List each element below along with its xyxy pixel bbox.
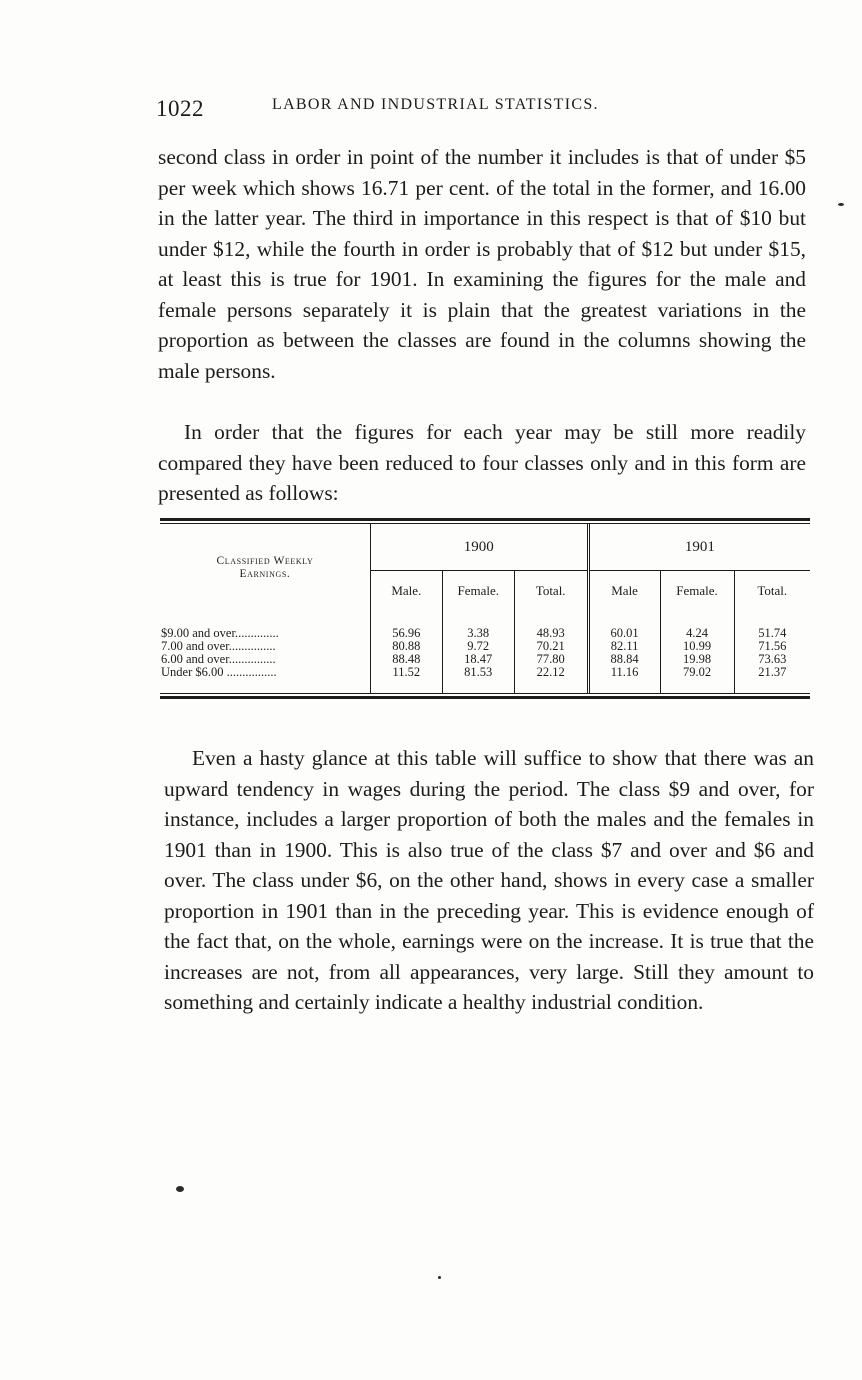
table-row <box>160 666 810 679</box>
cell-value: 70.21 <box>514 640 588 653</box>
page-number: 1022 <box>156 96 204 121</box>
page-header <box>156 92 806 128</box>
col-1901-total: Total. <box>734 571 810 612</box>
cell-value: 19.98 <box>660 653 734 666</box>
ink-speck <box>438 1276 441 1279</box>
cell-value: 11.52 <box>370 666 442 679</box>
cell-value: 11.16 <box>588 666 660 679</box>
cell-value: 3.38 <box>442 627 514 640</box>
col-1900-female: Female. <box>442 571 514 612</box>
paragraph-conclusion: Even a hasty glance at this table will suffice to show that there was an upward tendency in wages during the period. The class $9 and over, for instance, includes a larger proportion of both the males and the females in 1901 than in 1900. This is also true of the class $7 and over and $6 and over. The class under $6, on the other hand, shows in every case a smaller proportion in 1901 than in the preceding year. This is evidence enough of the fact that, on the whole, earnings were on the increase. It is true that the increases are not, from all appearances, very large. Still they amount to something and certainly indicate a healthy industrial condition. <box>164 746 814 1014</box>
cell-value: 51.74 <box>758 626 787 640</box>
stub-header-line2: Earnings. <box>239 567 291 580</box>
row-label: Under $6.00 ................ <box>160 666 370 679</box>
cell-value: 48.93 <box>514 627 588 640</box>
cell-value: 81.53 <box>442 666 514 679</box>
table-top-rule <box>160 518 810 521</box>
col-1901-female: Female. <box>660 571 734 612</box>
cell-value: 73.63 <box>758 652 787 666</box>
col-1901-male: Male <box>588 571 660 612</box>
paragraph-table-intro: In order that the figures for each year may be still more readily compared they have been reduced to four classes only and in this form are presented as follows: <box>158 420 806 505</box>
table-bottom-rule <box>160 696 810 699</box>
cell-value: 56.96 <box>370 627 442 640</box>
ink-speck <box>838 203 844 206</box>
col-1900-male: Male. <box>370 571 442 612</box>
row-label: 6.00 and over............... <box>160 653 370 666</box>
running-title: LABOR AND INDUSTRIAL STATISTICS. <box>272 96 599 113</box>
cell-value: 88.48 <box>370 653 442 666</box>
cell-value: 22.12 <box>514 666 588 679</box>
cell-value: 18.47 <box>442 653 514 666</box>
earnings-data-table <box>160 524 810 693</box>
col-1900-total: Total. <box>514 571 588 612</box>
table-bottom-rule-thin <box>160 693 810 694</box>
cell-value: 77.80 <box>514 653 588 666</box>
year-header-1900: 1900 <box>370 524 588 571</box>
row-label: 7.00 and over............... <box>160 640 370 653</box>
cell-value: 10.99 <box>660 640 734 653</box>
cell-value: 60.01 <box>588 627 660 640</box>
cell-value: 88.84 <box>588 653 660 666</box>
earnings-table <box>160 518 810 699</box>
cell-value: 80.88 <box>370 640 442 653</box>
row-label: $9.00 and over.............. <box>160 627 370 640</box>
stub-header-line1: Classified Weekly <box>216 554 314 567</box>
stub-header <box>160 524 370 611</box>
cell-value: 82.11 <box>588 640 660 653</box>
cell-value: 21.37 <box>758 665 787 679</box>
year-header-1901: 1901 <box>684 538 715 555</box>
paragraph-intro: second class in order in point of the number it includes is that of under $5 per week which shows 16.71 per cent. of the total in the former, and 16.00 in the latter year. The third in importance in this respect is that of $10 but under $12, while the fourth in order is probably that of $12 but under $15, at least this is true for 1901. In examining the figures for the male and female persons separately it is plain that the greatest variations in the proportion as between the classes are found in the columns showing the male persons. <box>158 145 806 383</box>
cell-value: 4.24 <box>660 627 734 640</box>
cell-value: 71.56 <box>758 639 787 653</box>
cell-value: 79.02 <box>660 666 734 679</box>
cell-value: 9.72 <box>442 640 514 653</box>
ink-speck <box>176 1186 184 1192</box>
